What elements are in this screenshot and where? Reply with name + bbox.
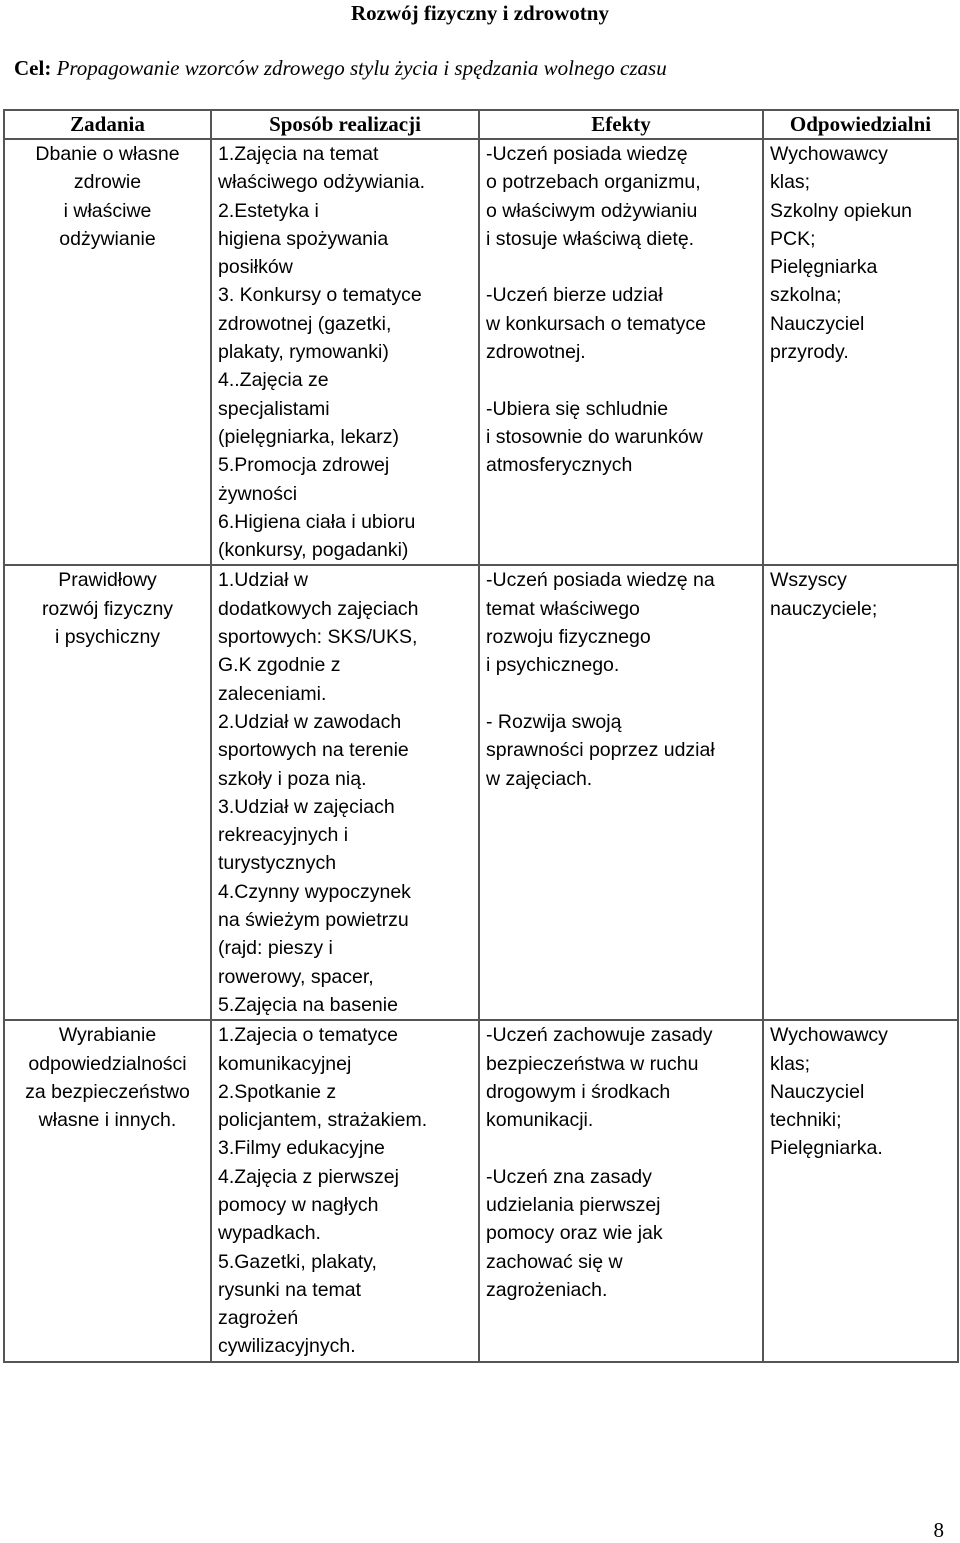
effects-cell [479, 565, 763, 1020]
methods-cell [211, 139, 479, 565]
table-row [4, 139, 958, 565]
table-header-row [4, 110, 958, 139]
methods-cell [211, 565, 479, 1020]
goal-label: Cel: [14, 56, 52, 80]
task-cell [4, 565, 211, 1020]
header-tasks: Zadania [4, 110, 211, 139]
table-row [4, 1020, 958, 1362]
effects-text: -Uczeń zachowuje zasady bezpieczeństwa w ruchu drogowym i środkach komunikacji. -Uczeń zna zasady udzielania pierwszej pomocy oraz wie jak zachować się w zagrożeniach. [486, 1024, 713, 1301]
page-title: Rozwój fizyczny i zdrowotny [351, 1, 609, 25]
header-effects: Efekty [479, 110, 763, 139]
responsible-cell [763, 1020, 958, 1362]
goal-text: Propagowanie wzorców zdrowego stylu życia i spędzania wolnego czasu [51, 56, 667, 80]
task-cell [4, 139, 211, 565]
page-number: 8 [933, 1518, 944, 1542]
responsible-text: Wychowawcy klas; Nauczyciel techniki; Pielęgniarka. [770, 1024, 888, 1160]
responsible-text: Wszyscy nauczyciele; [770, 569, 878, 620]
methods-text: 1.Zajęcia na temat właściwego odżywiania. 2.Estetyka i higiena spożywania posiłków 3. Konkursy o tematyce zdrowotnej (gazetki, plakaty, rymowanki) 4..Zajęcia ze specjalistami (pielęgniarka, lekarz) 5.Promocja zdrowej żywności 6.Higiena ciała i ubioru (konkursy, pogadanki) [218, 143, 426, 562]
methods-text: 1.Udział w dodatkowych zajęciach sportowych: SKS/UKS, G.K zgodnie z zaleceniami. 2.Udział w zawodach sportowych na terenie szkoły i poza nią. 3.Udział w zajęciach rekreacyjnych i turystycznych 4.Czynny wypoczynek na świeżym powietrzu (rajd: pieszy i rowerowy, spacer, 5.Zajęcia na basenie [218, 569, 419, 1016]
table-row [4, 565, 958, 1020]
responsible-cell [763, 565, 958, 1020]
header-methods: Sposób realizacji [211, 110, 479, 139]
header-responsible: Odpowiedzialni [763, 110, 958, 139]
task-cell [4, 1020, 211, 1362]
responsible-cell [763, 139, 958, 565]
effects-cell [479, 139, 763, 565]
plan-table [3, 109, 959, 1363]
effects-cell [479, 1020, 763, 1362]
goal-line [14, 55, 667, 81]
task-text: Dbanie o własne zdrowie i właściwe odżywianie [35, 143, 180, 250]
responsible-text: Wychowawcy klas; Szkolny opiekun PCK; Pielęgniarka szkolna; Nauczyciel przyrody. [770, 143, 913, 364]
task-text: Prawidłowy rozwój fizyczny i psychiczny [41, 569, 174, 649]
methods-text: 1.Zajecia o tematyce komunikacyjnej 2.Spotkanie z policjantem, strażakiem. 3.Filmy edukacyjne 4.Zajęcia z pierwszej pomocy w nagłych wypadkach. 5.Gazetki, plakaty, rysunki na temat zagrożeń cywilizacyjnych. [218, 1024, 428, 1358]
methods-cell [211, 1020, 479, 1362]
effects-text: -Uczeń posiada wiedzę na temat właściwego rozwoju fizycznego i psychicznego. - Rozwija swoją sprawności poprzez udział w zajęciach. [486, 569, 715, 790]
effects-text: -Uczeń posiada wiedzę o potrzebach organizmu, o właściwym odżywianiu i stosuje właściwą dietę. -Uczeń bierze udział w konkursach o tematyce zdrowotnej. -Ubiera się schludnie i stosownie do warunków atmosferycznych [486, 143, 707, 477]
task-text: Wyrabianie odpowiedzialności za bezpieczeństwo własne i innych. [25, 1024, 190, 1132]
